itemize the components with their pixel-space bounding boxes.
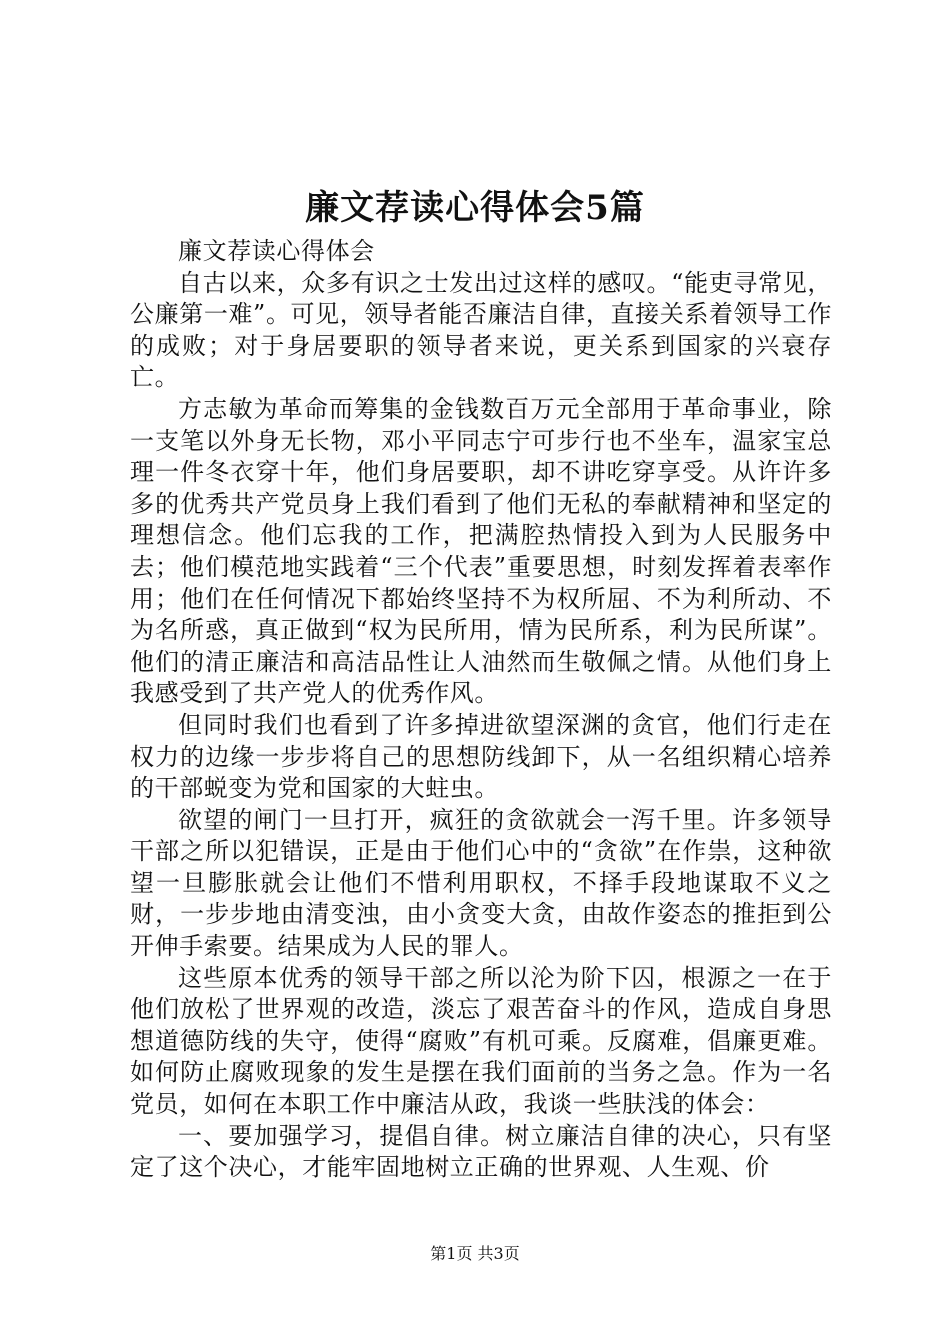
document-body: [130, 236, 832, 1184]
body-paragraph: 这些原本优秀的领导干部之所以沦为阶下囚，根源之一在于他们放松了世界观的改造，淡忘了艰苦奋斗的作风，造成自身思想道德防线的失守，使得“腐败”有机可乘。反腐难，倡廉更难。如何防止腐败现象的发生是摆在我们面前的当务之急。作为一名党员，如何在本职工作中廉洁从政，我谈一些肤浅的体会：: [130, 963, 832, 1119]
page-number-footer: 第1页 共3页: [430, 1244, 520, 1263]
body-paragraph: 方志敏为革命而筹集的金钱数百万元全部用于革命事业，除一支笔以外身无长物，邓小平同志宁可步行也不坐车，温家宝总理一件冬衣穿十年，他们身居要职，却不讲吃穿享受。从许许多多的优秀共产党员身上我们看到了他们无私的奉献精神和坚定的理想信念。他们忘我的工作，把满腔热情投入到为人民服务中去；他们模范地实践着“三个代表”重要思想，时刻发挥着表率作用；他们在任何情况下都始终坚持不为权所屈、不为利所动、不为名所惑，真正做到“权为民所用，情为民所系，利为民所谋”。他们的清正廉洁和高洁品性让人油然而生敬佩之情。从他们身上我感受到了共产党人的优秀作风。: [130, 394, 832, 708]
body-paragraph: 欲望的闸门一旦打开，疯狂的贪欲就会一泻千里。许多领导干部之所以犯错误，正是由于他们心中的“贪欲”在作祟，这种欲望一旦膨胀就会让他们不惜利用职权，不择手段地谋取不义之财，一步步地由清变浊，由小贪变大贪，由故作姿态的推拒到公开伸手索要。结果成为人民的罪人。: [130, 805, 832, 961]
body-paragraph: 自古以来，众多有识之士发出过这样的感叹。“能吏寻常见，公廉第一难”。可见，领导者能否廉洁自律，直接关系着领导工作的成败；对于身居要职的领导者来说，更关系到国家的兴衰存亡。: [130, 268, 832, 392]
subtitle-paragraph: 廉文荐读心得体会: [178, 237, 375, 265]
document-title: 廉文荐读心得体会5篇: [305, 188, 645, 228]
body-paragraph: 但同时我们也看到了许多掉进欲望深渊的贪官，他们行走在权力的边缘一步步将自己的思想防线卸下，从一名组织精心培养的干部蜕变为党和国家的大蛀虫。: [130, 710, 832, 803]
body-paragraph: 一、要加强学习，提倡自律。树立廉洁自律的决心，只有坚定了这个决心，才能牢固地树立正确的世界观、人生观、价: [130, 1121, 832, 1182]
